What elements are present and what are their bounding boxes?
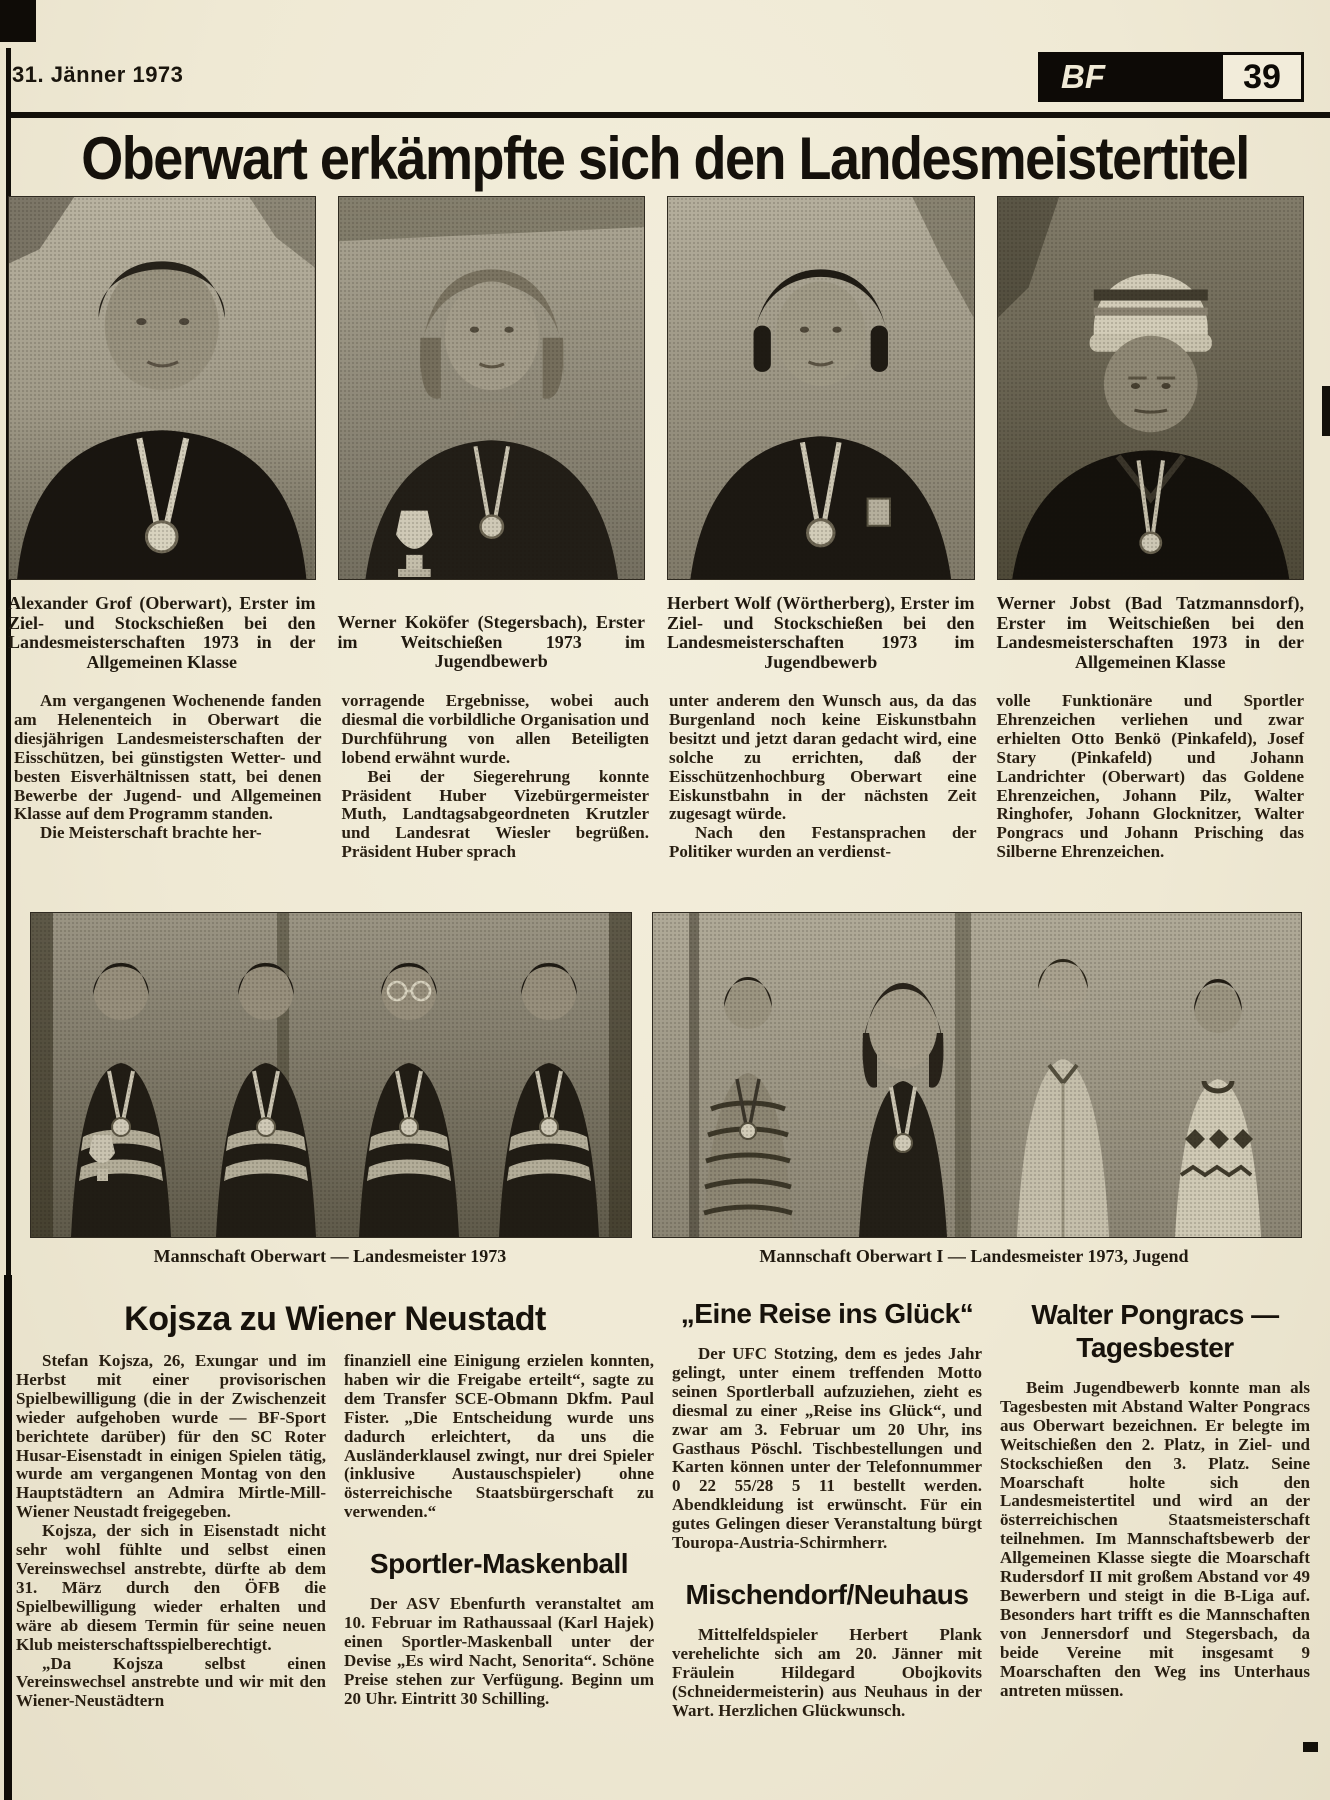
- group-caption-oberwart-jugend: Mannschaft Oberwart I — Landesmeister 1973, Jugend: [759, 1246, 1189, 1266]
- pongracs-headline-line2: Tagesbester: [1076, 1332, 1234, 1363]
- paragraph: Nach den Festansprachen der Politiker wurden an verdienst-: [669, 823, 977, 862]
- main-article-col2: [342, 692, 650, 862]
- portrait-grof-illustration: [9, 197, 315, 579]
- paragraph: vorragende Ergebnisse, wobei auch diesmal die vorbildliche Organisation und Durchführung von allen Beteiligten lobend erwähnt wurde.: [341, 691, 649, 767]
- main-article-col3: [669, 692, 977, 862]
- group-caption-oberwart: Mannschaft Oberwart — Landesmeister 1973: [153, 1246, 507, 1266]
- medal-icon: [808, 520, 834, 546]
- diamond-pattern: [1185, 1129, 1253, 1149]
- pongracs-headline: [1000, 1298, 1310, 1364]
- page-badge: [1038, 52, 1304, 102]
- portrait-photo-jobst: [997, 196, 1305, 580]
- main-headline: Oberwart erkämpfte sich den Landesmeistertitel: [81, 125, 1249, 193]
- main-article-col1: [14, 692, 322, 862]
- paragraph: Stefan Kojsza, 26, Exungar und im Herbst mit einer provisorischen Spielbewilligung (die in der Zwischenzeit wieder aufgehoben wurde — BF-Sport berichtete darüber) für den SC Roter Husar-Eisenstadt in einigen Spielen tätig, wurde am vergangenen Montag von den Hauptstädtern an Admira Mirtle-Mill-Wiener Neustadt freigegeben.: [16, 1351, 326, 1522]
- main-article-col4: [997, 692, 1305, 862]
- paragraph: „Da Kojsza selbst einen Vereinswechsel anstrebte und wir mit den Wiener-Neustädtern: [16, 1653, 326, 1711]
- maskenball-headline: Sportler-Maskenball: [369, 1548, 629, 1580]
- paragraph: Kojsza, der sich in Eisenstadt nicht sehr wohl fühlte und selbst einen Vereinswechsel anstrebte, dürfte ab dem 31. März durch den ÖFB die Spielbewilligung wieder erhalten und wäre ab diesem Termin für seine neuen Klub meisterschaftsspielberechtigt.: [16, 1521, 326, 1654]
- portrait-photo-row: [8, 196, 1304, 580]
- group-photo-oberwart: [30, 912, 632, 1238]
- portrait-caption-kokoefer: Werner Koköfer (Stegersbach), Erster im Weitschießen 1973 im Jugendbewerb: [337, 612, 645, 671]
- paragraph: finanziell eine Einigung erzielen konnten, haben wir die Freigabe erteilt“, sagte zu dem Transfer SCE-Obmann Dkfm. Paul Fister. „Die Entscheidung wurde uns dadurch erleichtert, da uns die Ausländerklausel zwingt, nur drei Spieler (inklusive Austauschspieler) ohne österreichische Staatsbürgerschaft zu verwenden.“: [344, 1351, 654, 1522]
- paragraph: Mittelfeldspieler Herbert Plank verehelichte sich am 20. Jänner mit Fräulein Hildegard Obojkovits (Schneidermeisterin) aus Neuhaus in der Wart. Herzlichen Glückwunsch.: [672, 1624, 982, 1720]
- portrait-wolf-illustration: [668, 197, 974, 579]
- kojsza-headline: Kojsza zu Wiener Neustadt: [124, 1300, 546, 1338]
- main-article-columns: [14, 692, 1304, 862]
- reise-col: [672, 1298, 982, 1721]
- chest-badge: [868, 499, 890, 526]
- scan-mark-right-lower: [1303, 1742, 1318, 1752]
- group-photo-row: [30, 912, 1302, 1238]
- mischendorf-headline: Mischendorf/Neuhaus: [685, 1578, 969, 1610]
- medal-icon: [1140, 533, 1160, 553]
- page-number: 39: [1223, 55, 1301, 99]
- paragraph: volle Funktionäre und Sportler Ehrenzeichen verliehen und zwar erhielten Otto Benkö (Pinkafeld), Josef Stary (Pinkafeld) und Johann Landrichter (Oberwart) das Goldene Ehrenzeichen, Johann Pilz, Walter Ringhofer, Johann Glocknitzer, Walter Pongracs und Johann Prisching das Silberne Ehrenzeichen.: [996, 691, 1304, 862]
- paragraph: Bei der Siegerehrung konnte Präsident Huber Vizebürgermeister Muth, Landtagsabgeordneten Krutzler und Landesrat Wiesler begrüßen. Präsident Huber sprach: [341, 766, 649, 862]
- group-photo-left-illustration: [31, 913, 631, 1237]
- medal-icon: [740, 1123, 756, 1139]
- issue-date: 31. Jänner 1973: [12, 62, 184, 87]
- lower-section: [16, 1298, 1310, 1721]
- group-photo-oberwart-jugend: [652, 912, 1302, 1238]
- scan-edge-line-lower: [4, 1275, 12, 1800]
- portrait-caption-wolf: Herbert Wolf (Wörtherberg), Erster im Ziel- und Stockschießen bei den Landesmeisterschaften 1973 im Jugendbewerb: [667, 593, 975, 672]
- pongracs-headline-line1: Walter Pongracs —: [1031, 1299, 1279, 1330]
- medal-icon: [894, 1134, 912, 1152]
- pongracs-col: [1000, 1298, 1310, 1721]
- header-rule: [10, 112, 1330, 118]
- paragraph: Die Meisterschaft brachte her-: [40, 823, 262, 843]
- group-photo-right-illustration: [653, 913, 1301, 1237]
- paragraph: unter anderem den Wunsch aus, da das Burgenland noch keine Eiskunstbahn besitzt und jetzt daran gedacht wird, eine solche zu errichten, daß der Eisschützenhochburg Oberwart eine Eiskunstbahn in der nächsten Zeit zugesagt würde.: [669, 691, 977, 824]
- paragraph: Beim Jugendbewerb konnte man als Tagesbesten mit Abstand Walter Pongracs aus Oberwart bezeichnen. Er belegte im Weitschießen den 2. Platz, in Ziel- und Stockschießen den 3. Platz. Seine Moarschaft holte sich den Landesmeistertitel und wird an der österreichischen Staatsmeisterschaft teilnehmen. Im Mannschaftsbewerb der Allgemeinen Klasse siegte die Moarschaft Rudersdorf II mit großem Abstand vor 49 Bewerbern und steigt in die B-Liga auf. Besonders hart trifft es die Mannschaften von Jennersdorf und Stegersbach, da beide Vereine mit insgesamt 9 Moarschaften den Weg ins Unterhaus antreten müssen.: [1000, 1378, 1310, 1700]
- portrait-caption-grof: Alexander Grof (Oberwart), Erster im Ziel- und Stockschießen bei den Landesmeisterschaften 1973 in der Allgemeinen Klasse: [8, 593, 316, 672]
- paragraph: Der UFC Stotzing, dem es jedes Jahr gelingt, unter einem treffenden Motto seinen Sportlerball aufzuziehen, zieht es diesmal zu einer „Reise ins Glück“, und zwar am 3. Februar um 20 Uhr, ins Gasthaus Pöschl. Tischbestellungen und Karten können unter der Telefonnummer 0 22 55/28 5 11 bestellt werden. Abendkleidung ist erwünscht. Für ein gutes Gelingen dieser Veranstaltung bürgt Touropa-Austria-Schirmherr.: [672, 1344, 982, 1553]
- portrait-photo-wolf: [667, 196, 975, 580]
- group-caption-row: [30, 1246, 1298, 1267]
- scan-mark-right-upper: [1322, 386, 1330, 436]
- reise-headline: „Eine Reise ins Glück“: [680, 1298, 974, 1329]
- kojsza-col2: [344, 1298, 654, 1721]
- medal-icon: [480, 516, 502, 538]
- medal-icon: [146, 522, 177, 552]
- paragraph: Der ASV Ebenfurth veranstaltet am 10. Februar im Rathaussaal (Karl Hajek) einen Sportler-Maskenball unter der Devise „Es wird Nacht, Senorita“. Schöne Preise stehen zur Verfügung. Beginn um 20 Uhr. Eintritt 30 Schilling.: [344, 1594, 654, 1708]
- kojsza-col1: [16, 1298, 326, 1721]
- badge-bf-label: BF: [1041, 55, 1223, 99]
- paragraph: Am vergangenen Wochenende fanden am Helenenteich in Oberwart die diesjährigen Landesmeisterschaften der Eisschützen, bei günstigsten Wetter- und besten Eisverhältnissen statt, bei denen Bewerbe der Jugend- und Allgemeinen Klasse auf dem Programm standen.: [14, 691, 322, 824]
- portrait-photo-kokoefer: [338, 196, 646, 580]
- portrait-jobst-illustration: [998, 197, 1304, 579]
- portrait-caption-jobst: Werner Jobst (Bad Tatzmannsdorf), Erster im Weitschießen bei den Landesmeisterschaften 1973 in der Allgemeinen Klasse: [996, 593, 1304, 672]
- portrait-photo-grof: [8, 196, 316, 580]
- portrait-kokoefer-illustration: [339, 197, 645, 579]
- portrait-caption-row: [8, 594, 1304, 672]
- scan-corner-artifact: [0, 0, 36, 42]
